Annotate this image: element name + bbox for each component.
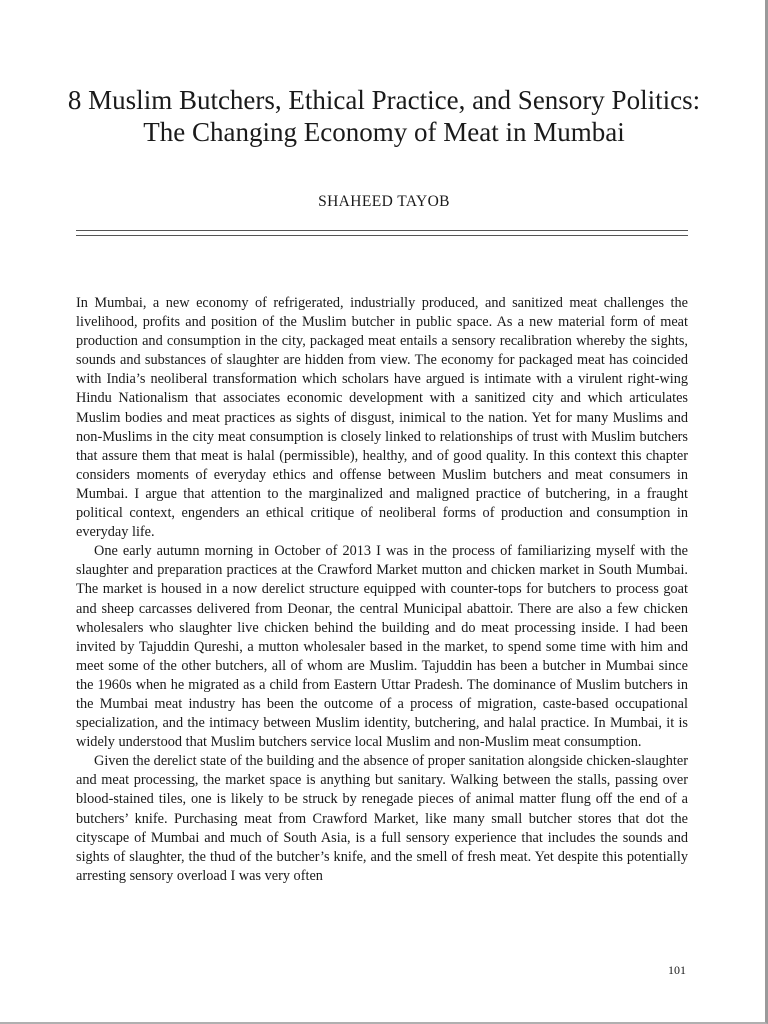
paragraph-3: Given the derelict state of the building and the absence of proper sanitation alongside chicken-slaughter and meat processing, the market space is anything but sanitary. Walking between the stalls, passing over blood-stained tiles, one is likely to be struck by renegade pieces of animal matter flung off the end of a butchers’ knife. Purchasing meat from Crawford Market, like many small butcher stores that dot the cityscape of Mumbai and much of South Asia, is a full sensory experience that includes the sounds and sights of slaughter, the thud of the butcher’s knife, and the smell of fresh meat. Yet despite this potentially arresting sensory overload I was very often [76,753,688,884]
title-rule-top [76,230,688,231]
body-text [76,294,688,886]
paragraph-1: In Mumbai, a new economy of refrigerated, industrially produced, and sanitized meat challenges the livelihood, profits and position of the Muslim butcher in public space. As a new material form of meat production and consumption in the city, packaged meat entails a sensory recalibration whereby the sights, sounds and substances of slaughter are hidden from view. The economy for packaged meat has coincided with India’s neoliberal transformation which scholars have argued is intimate with a virulent right-wing Hindu Nationalism that associates economic development with a sanitized city and which articulates Muslim bodies and meat practices as sights of disgust, inimical to the nation. Yet for many Muslims and non-Muslims in the city meat consumption is closely linked to relationships of trust with Muslim butchers that assure them that meat is halal (permissible), healthy, and of good quality. In this context this chapter considers moments of everyday ethics and offense between Muslim butchers and meat consumers in Mumbai. I argue that attention to the marginalized and maligned practice of butchering, in a fraught political context, engenders an ethical critique of neoliberal forms of production and consumption in everyday life. [76,295,688,541]
title-rule-bottom [76,235,688,236]
author-name: SHAHEED TAYOB [318,193,450,210]
chapter-title: 8 Muslim Butchers, Ethical Practice, and Sensory Politics: The Changing Economy of Meat in Mumbai [67,85,701,147]
paragraph-2: One early autumn morning in October of 2013 I was in the process of familiarizing myself with the slaughter and preparation practices at the Crawford Market mutton and chicken market in South Mumbai. The market is housed in a now derelict structure equipped with counter-tops for butchers to process goat and sheep carcasses delivered from Deonar, the central Municipal abattoir. There are also a few chicken wholesalers who slaughter live chicken behind the building and do meat processing inside. I had been invited by Tajuddin Qureshi, a mutton wholesaler based in the market, to spend some time with him and meet some of the other butchers, all of whom are Muslim. Tajuddin has been a butcher in Mumbai since the 1960s when he migrated as a child from Eastern Uttar Pradesh. The dominance of Muslim butchers in the Mumbai meat industry has been the outcome of a process of migration, caste-based occupational specialization, and the intimacy between Muslim identity, butchering, and halal practice. In Mumbai, it is widely understood that Muslim butchers service local Muslim and non-Muslim meat consumption. [76,543,688,751]
page-number: 101 [668,963,686,977]
